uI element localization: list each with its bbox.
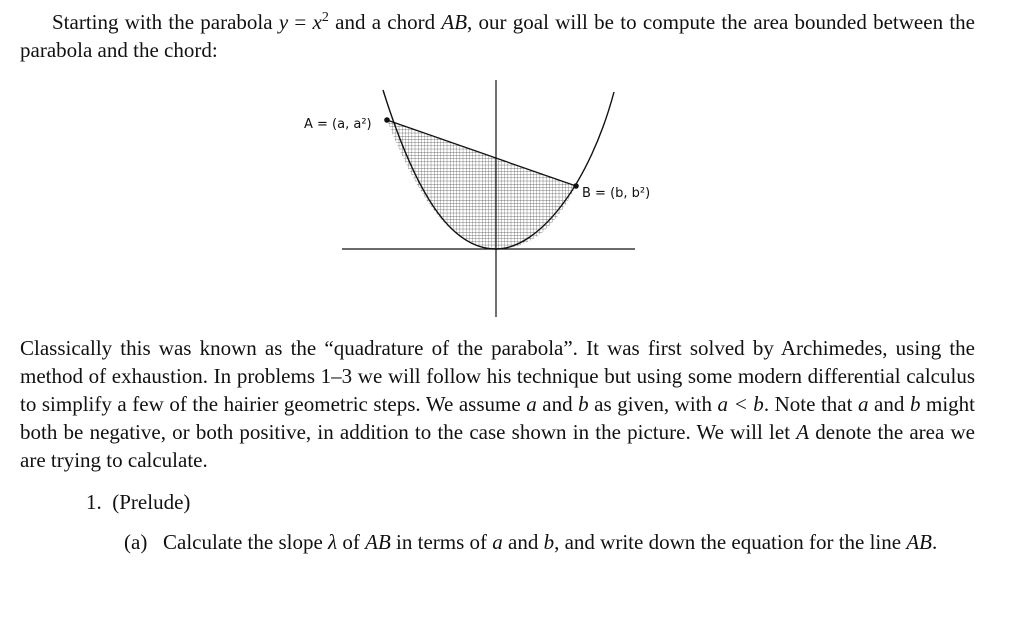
problem-1-heading: [86, 488, 190, 516]
sub-item-label: (a): [124, 530, 148, 554]
problem-title: (Prelude): [112, 490, 191, 514]
sub-item-text: Calculate the slope λ of AB in terms of a and b, and write down the equation for the line AB.: [163, 530, 938, 554]
problem-1a: [124, 528, 975, 556]
parabola-figure: [290, 72, 670, 322]
math-x: x: [312, 10, 322, 34]
math-exponent: 2: [321, 10, 329, 25]
point-b: [573, 183, 579, 189]
classical-paragraph: Classically this was known as the “quadrature of the parabola”. It was first solved by Archimedes, using the method of exhaustion. In problems 1–3 we will follow his technique but using some modern differential calculus to simplify a few of the hairier geometric steps. We assume a and b as given, with a < b. Note that a and b might both be negative, or both positive, in addition to the case shown in the picture. We will let A denote the area we are trying to calculate.: [20, 336, 975, 472]
label-a: A = (a, a²): [304, 117, 372, 132]
intro-paragraph: Starting with the parabola $y = x^2$ and a chord AB, our goal will be to compute the area bounded between the parabola and the chord:: [20, 10, 975, 62]
math-chord: AB: [441, 10, 468, 34]
label-b: B = (b, b²): [582, 186, 651, 201]
problem-number: 1.: [86, 490, 102, 514]
point-a: [384, 117, 390, 123]
shaded-area: [380, 112, 590, 257]
parabola-diagram: [290, 72, 670, 322]
math-y: y: [278, 10, 289, 34]
